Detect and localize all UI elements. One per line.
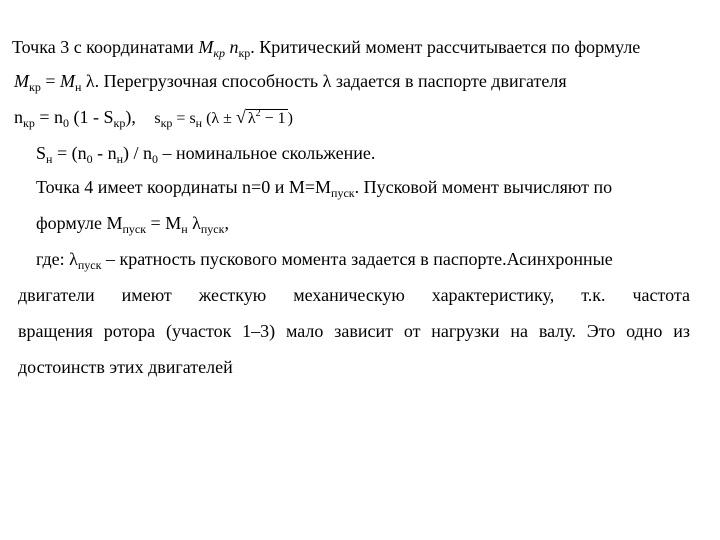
subscript-kr: кр	[23, 116, 35, 130]
subscript-pusk: пуск	[122, 222, 147, 236]
text-line-2: $M_{кр} = M_н$ λ. Перегрузочная способность λ задается в паспорте двигателя	[14, 71, 567, 94]
line1-intro-text: Точка 3 с координатами	[12, 37, 199, 57]
text-line-10: достоинств этих двигателей	[18, 357, 233, 377]
subscript-kr: кр	[238, 46, 251, 60]
subscript-kr: кр	[213, 46, 225, 60]
subscript-0: 0	[86, 152, 93, 166]
subscript-pusk: пуск	[331, 186, 355, 200]
critical-slip-formula: $s_{кр} = s_н$ (λ ± √ $\lambda^2 - 1$ )	[154, 107, 293, 130]
subscript-n: н	[116, 152, 124, 166]
subscript-n: н	[181, 222, 188, 236]
sqrt-sign: √	[235, 107, 246, 127]
symbol-M: M	[14, 71, 29, 91]
symbol-M: M	[198, 37, 214, 57]
symbol-S: S	[36, 143, 47, 163]
text-line-9: вращения ротора (участок 1–3) мало зависит от нагрузки на валу. Это одно из	[18, 321, 690, 341]
line2-rest-text: λ. Перегрузочная способность λ задается в паспорте двигателя	[81, 71, 567, 91]
symbol-n: n	[14, 107, 23, 127]
text-line-6: формуле $M_{пуск} = M_н$ $\lambda_{пуск}$,	[36, 213, 229, 236]
text-line-8: двигатели имеют жесткую механическую характеристику, т.к. частота	[18, 285, 690, 305]
subscript-kr: кр	[29, 80, 41, 94]
subscript-kr: кр	[113, 116, 126, 130]
line1-rest-text: . Критический момент рассчитывается по формуле	[250, 37, 641, 57]
symbol-n: n	[229, 37, 239, 57]
symbol-M: M	[60, 71, 75, 91]
subscript-pusk: пуск	[200, 222, 225, 236]
subscript-n: н	[46, 152, 53, 166]
text-line-5: Точка 4 имеет координаты n=0 и $M=M_{пуск}$. Пусковой момент вычисляют по	[36, 177, 613, 200]
subscript-n: н	[75, 80, 82, 94]
line4-rest-text: – номинальное скольжение.	[158, 143, 376, 163]
subscript-0: 0	[63, 116, 69, 130]
text-line-1	[12, 36, 640, 58]
text-line-7: где: $\lambda_{пуск}$ – кратность пускового момента задается в паспорте.Асинхронные	[36, 249, 613, 272]
subscript-0: 0	[152, 152, 159, 166]
text-line-3: $n_{кр} = n_0$ $(1 - S_{кр})$, $s_{кр} = s_н$ (λ ± √ $\lambda^2 - 1$ )	[14, 107, 293, 130]
subscript-pusk: пуск	[77, 258, 102, 272]
sqrt-radicand: $\lambda^2 - 1$	[247, 108, 286, 127]
text-line-4: $S_н = (n_0 - n_н) / n_0$ – номинальное скольжение.	[36, 143, 376, 166]
